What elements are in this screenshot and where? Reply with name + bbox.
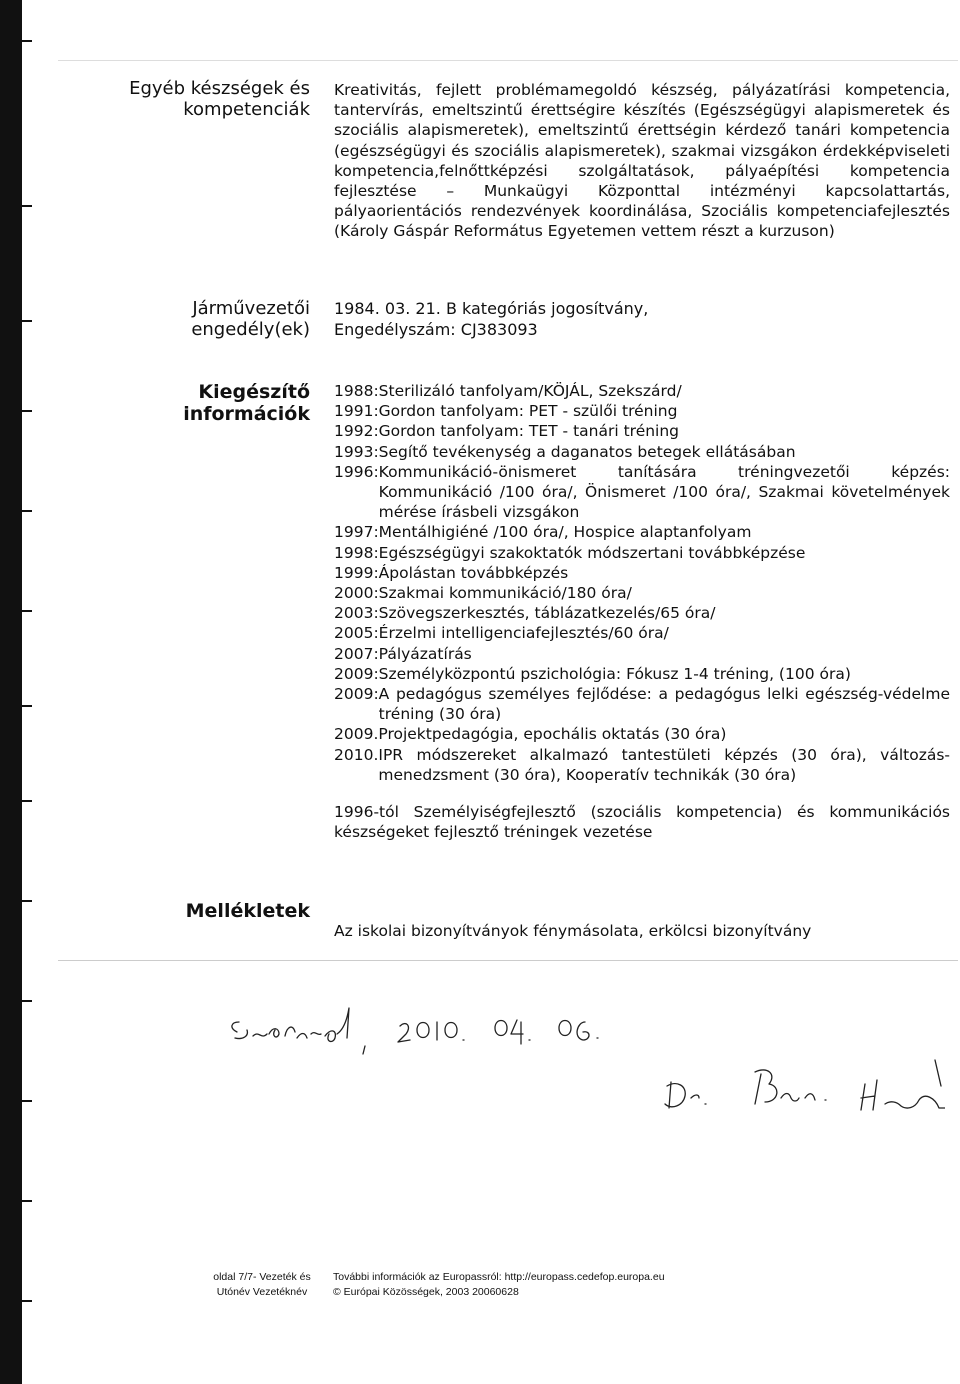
entry-text: Pályázatírás — [378, 644, 472, 663]
attachments-text: Az iskolai bizonyítványok fénymásolata, erkölcsi bizonyítvány — [334, 922, 812, 940]
footer-info-line1: További információk az Europassról: http://europass.cedefop.europa.eu — [333, 1271, 665, 1283]
handwritten-signature — [225, 1000, 945, 1140]
entry-year: 1988: — [334, 382, 379, 400]
footer-page-line1: oldal 7/7- Vezeték és — [213, 1271, 311, 1283]
additional-label — [183, 381, 310, 425]
entry-year: 1996: — [334, 462, 379, 481]
entry-year: 1998: — [334, 543, 379, 562]
entry-year: 2009: — [334, 685, 379, 704]
entry-year: 1992: — [334, 422, 379, 441]
license-line2: Engedélyszám: CJ383093 — [334, 320, 538, 339]
entry-text: Sterilizáló tanfolyam/KÖJÁL, Szekszárd/ — [378, 382, 682, 400]
entry-year: 1993: — [334, 442, 379, 461]
attachments-label: Mellékletek — [185, 900, 310, 922]
entry-year: 2009. — [334, 725, 379, 744]
entry-text: Projektpedagógia, epochális oktatás (30 óra) — [378, 725, 727, 744]
additional-entries-list — [334, 381, 950, 785]
additional-entry — [334, 543, 950, 563]
signature-date-stroke — [398, 1020, 598, 1044]
additional-entry — [334, 724, 950, 744]
additional-entry — [334, 522, 950, 542]
footer-page-line2: Utónév Vezetéknév — [216, 1286, 308, 1298]
signature-name-stroke — [665, 1060, 945, 1110]
entry-text: Szövegszerkesztés, táblázatkezelés/65 óra/ — [378, 604, 716, 623]
frame-bottom-line — [58, 960, 958, 961]
entry-text: Gordon tanfolyam: TET - tanári tréning — [378, 422, 680, 441]
entry-year: 2000: — [334, 584, 379, 603]
entry-text: Ápolástan továbbképzés — [378, 563, 569, 582]
license-label-line1: Járművezetői — [192, 298, 310, 319]
entry-text: A pedagógus személyes fejlődése: a pedagógus lelki egészség-védelme tréning (30 óra) — [378, 685, 950, 724]
additional-label-line1: Kiegészítő — [198, 381, 310, 403]
entry-year: 2003: — [334, 604, 379, 623]
skills-label-line1: Egyéb készségek és — [129, 78, 310, 99]
additional-entry — [334, 745, 950, 785]
entry-text: Segítő tevékenység a daganatos betegek ellátásában — [378, 442, 796, 461]
skills-text: Kreativitás, fejlett problémamegoldó készség, pályázatírási kompetencia, tantervírás, emeltszintű érettségire készítés (Egészségügyi alapismeretek és szociális alapismeretek), emeltszintű érettségin kérdező tanári kompetencia (egészségügyi és szociális alapismeretek), szakmai vizsgákon érdekképviseleti kompetencia,felnőttképzési szolgáltatások, pályaépítési kompetencia fejlesztése – Munkaügyi Központtal intézményi kapcsolattartás, pályaorientációs rendezvények koordinálása, Szociális kompetenciafejlesztés (Károly Gáspár Református Egyetemen vettem részt a kurzuson) — [334, 81, 950, 241]
entry-text: Mentálhigiéné /100 óra/, Hospice alaptanfolyam — [378, 523, 752, 542]
signature-place-stroke — [232, 1008, 349, 1041]
license-label-line2: engedély(ek) — [191, 319, 310, 340]
additional-entry — [334, 664, 950, 684]
additional-entry — [334, 684, 950, 724]
license-text — [334, 298, 950, 340]
entry-year: 1991: — [334, 402, 379, 421]
license-label — [191, 298, 310, 340]
additional-label-line2: információk — [183, 403, 310, 425]
entry-text: Személyközpontú pszichológia: Fókusz 1-4 tréning, (100 óra) — [378, 664, 851, 683]
additional-entry — [334, 462, 950, 523]
additional-entry — [334, 603, 950, 623]
additional-entry — [334, 442, 950, 462]
frame-top-line — [58, 60, 958, 61]
additional-entry — [334, 381, 950, 401]
additional-entry — [334, 563, 950, 583]
signature-comma-stroke — [363, 1046, 365, 1054]
license-line1: 1984. 03. 21. B kategóriás jogosítvány, — [334, 299, 649, 318]
additional-entry — [334, 644, 950, 664]
entry-year: 2005: — [334, 624, 379, 643]
entry-text: Szakmai kommunikáció/180 óra/ — [378, 584, 632, 603]
entry-text: Érzelmi intelligenciafejlesztés/60 óra/ — [378, 624, 669, 643]
additional-entry — [334, 623, 950, 643]
additional-summary: 1996-tól Személyiségfejlesztő (szociális kompetencia) és kommunikációs készségeket fejlesztő tréningek vezetése — [334, 803, 950, 842]
additional-entry — [334, 583, 950, 603]
skills-label — [129, 78, 310, 120]
entry-text: Egészségügyi szakoktatók módszertani továbbképzése — [378, 543, 806, 562]
entry-year: 2010. — [334, 745, 379, 764]
entry-text: IPR módszereket alkalmazó tantestületi képzés (30 óra), változás-menedzsment (30 óra), Kooperatív technikák (30 óra) — [378, 745, 950, 784]
footer-info-line2: © Európai Közösségek, 2003 20060628 — [333, 1286, 519, 1298]
entry-year: 1999: — [334, 563, 379, 582]
entry-year: 1997: — [334, 523, 379, 542]
additional-entry — [334, 401, 950, 421]
entry-text: Kommunikáció-önismeret tanítására tréningvezetői képzés: Kommunikáció /100 óra/, Önismeret /100 óra/, Szakmai követelmények mérése írásbeli vizsgákon — [378, 462, 950, 522]
entry-text: Gordon tanfolyam: PET - szülői tréning — [378, 402, 678, 421]
skills-label-line2: kompetenciák — [183, 99, 310, 120]
entry-year: 2007: — [334, 644, 379, 663]
entry-year: 2009: — [334, 664, 379, 683]
additional-entry — [334, 421, 950, 441]
footer-page-info — [207, 1270, 317, 1300]
footer-europass-info — [333, 1270, 665, 1300]
